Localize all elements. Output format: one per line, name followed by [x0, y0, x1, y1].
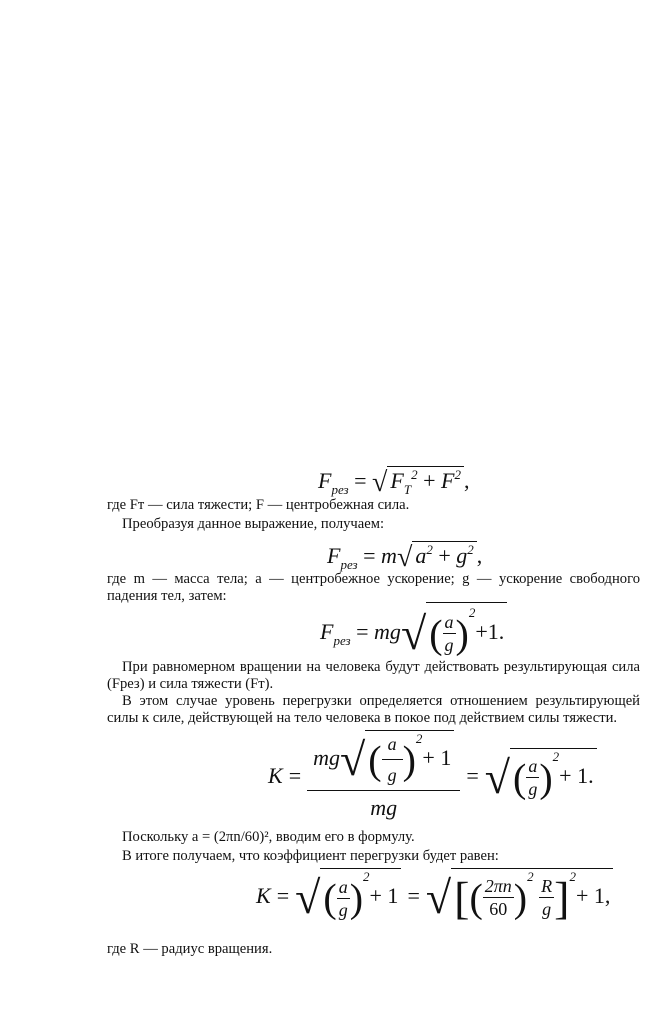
equals-sign: = — [354, 468, 367, 493]
subscript-rez: рез — [340, 557, 358, 572]
symbol-F: F — [327, 543, 341, 568]
plus-sign: + — [423, 468, 436, 493]
paragraph-7: В итоге получаем, что коэффициент перегрузки будет равен: — [122, 848, 499, 864]
sup-2b: 2 — [467, 542, 474, 557]
plus-one: + 1 — [422, 745, 452, 770]
paragraph-3: где m — масса тела; a — центробежное ускорение; g — ускорение свободного падения тел, затем: — [107, 571, 640, 604]
formula-resultant-force-3 — [320, 602, 507, 660]
formula-resultant-force-2 — [327, 541, 482, 574]
paragraph-2: Преобразуя данное выражение, получаем: — [122, 516, 384, 532]
subscript-T: T — [403, 482, 412, 497]
plus-sign: + — [438, 543, 451, 568]
numerator-2pin: 2πn — [484, 876, 512, 897]
symbol-g-R: g — [542, 899, 552, 920]
formula-overload-coefficient — [268, 730, 597, 821]
paragraph-4: При равномерном вращении на человека будут действовать результирующая сила (Fрез) и сила тяжести (Fт). — [107, 659, 640, 692]
formula-resultant-force — [318, 466, 469, 499]
big-fraction: mg√( $\frac{a}{g}$ )$^2$+ 1 mg — [307, 730, 460, 821]
sqrt: √ $a^2 + g^2$ — [397, 541, 477, 574]
sqrt: √ $F_T^2 + F^2$ — [372, 466, 464, 499]
paragraph-5: В этом случае уровень перегрузки определяется отношением результирующей силы к силе, действующей на тело человека в покое под действием силы тяжести. — [107, 693, 640, 726]
paragraph-6: Поскольку a = (2πn/60)², вводим его в формулу. — [122, 829, 415, 845]
equals-sign-1: = — [288, 762, 302, 788]
symbol-a-2: a — [528, 756, 538, 777]
symbol-a: a — [338, 876, 348, 897]
equals-sign-2: = — [466, 762, 479, 788]
symbol-g: g — [456, 543, 468, 568]
sup-2: 2 — [411, 467, 418, 482]
denominator-60: 60 — [489, 899, 508, 920]
comma: , — [476, 543, 483, 568]
symbol-g: g — [444, 635, 454, 656]
sup-2-inner: 2 — [527, 869, 534, 884]
sup-2: 2 — [426, 542, 433, 557]
subscript-rez: рез — [331, 482, 349, 497]
sqrt: √( $\frac{a}{g}$ )$^2$+1. — [401, 602, 507, 660]
paragraph-1: где Fт — сила тяжести; F — центробежная сила. — [107, 497, 410, 513]
comma: , — [463, 468, 470, 493]
sqrt-1: √( $\frac{a}{g}$ )$^2$+ 1 — [295, 868, 401, 924]
symbol-F2: F — [441, 468, 455, 493]
symbol-mg: mg — [374, 619, 401, 644]
plus-one: +1. — [475, 619, 505, 644]
sup-2b: 2 — [454, 467, 461, 482]
symbol-g-2: g — [528, 779, 538, 800]
symbol-R: R — [541, 876, 553, 897]
symbol-m: m — [381, 543, 397, 568]
symbol-g: g — [338, 899, 348, 920]
sup-2: 2 — [415, 731, 423, 746]
symbol-K: K — [268, 762, 283, 788]
subscript-rez: рез — [333, 633, 351, 648]
symbol-mg-den: mg — [370, 795, 398, 821]
equals-sign-2: = — [407, 883, 420, 909]
sup-2-outer: 2 — [569, 869, 576, 884]
sup-2: 2 — [363, 869, 370, 885]
sqrt-2: √[( $\frac{2\pi n}{60}$ )$^2$ $\frac{R}{g}$ ]$^2$+ 1, — [426, 868, 614, 924]
plus-one-tail: + 1, — [575, 883, 611, 908]
symbol-a: a — [382, 733, 403, 760]
symbol-a: a — [444, 612, 454, 633]
paragraph-8: где R — радиус вращения. — [107, 941, 273, 957]
sqrt-2: √( $\frac{a}{g}$ )$^2$+ 1. — [485, 748, 597, 804]
symbol-F: F — [320, 619, 334, 644]
plus-one: + 1 — [369, 883, 399, 909]
equals-sign-1: = — [276, 883, 290, 909]
symbol-g: g — [387, 765, 397, 786]
plus-one-2: + 1. — [559, 762, 594, 788]
equals-sign: = — [356, 619, 369, 644]
symbol-F: F — [318, 468, 332, 493]
symbol-mg-num: mg — [313, 745, 340, 770]
symbol-K: K — [256, 883, 271, 909]
equals-sign: = — [363, 543, 376, 568]
sup-2: 2 — [468, 605, 476, 620]
formula-overload-final — [256, 868, 613, 924]
symbol-a: a — [415, 543, 427, 568]
symbol-FT: F — [390, 468, 404, 493]
sup-2-2: 2 — [552, 748, 560, 764]
